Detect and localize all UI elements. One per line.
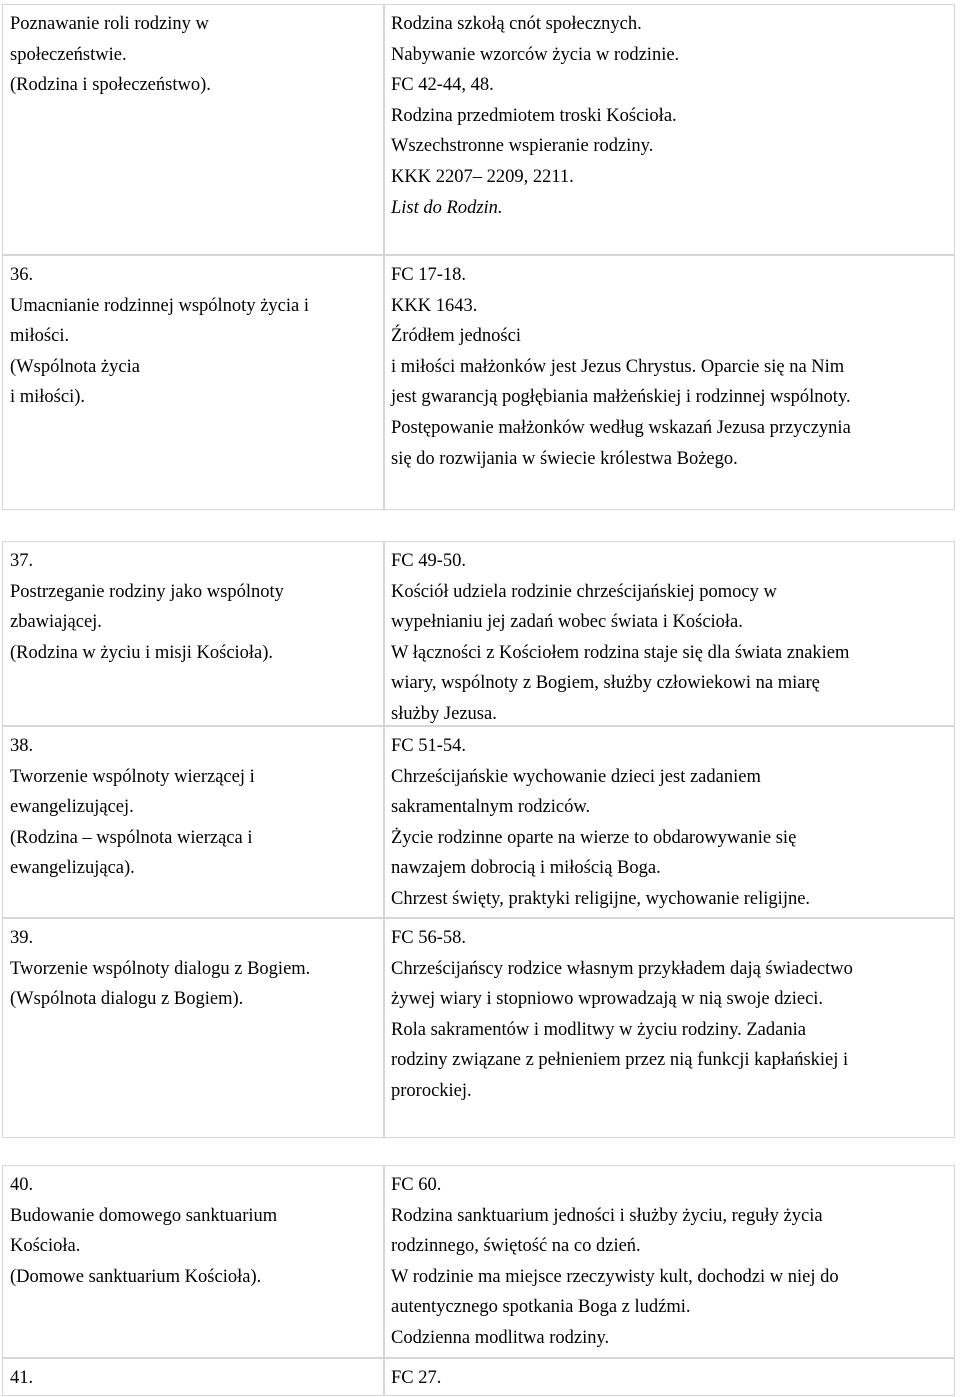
topic-line: (Domowe sanktuarium Kościoła).: [10, 1266, 262, 1287]
topic-cell: [2, 541, 385, 726]
topic-line: miłości.: [10, 326, 70, 347]
content-line: FC 56-58.: [391, 928, 467, 948]
topic-line: zbawiającej.: [10, 612, 102, 633]
content-line: wypełnianiu jej zadań wobec świata i Kościoła.: [391, 612, 743, 633]
content-line: FC 49-50.: [391, 551, 467, 571]
topic-number: 41.: [10, 1368, 34, 1388]
topic-line: Umacnianie rodzinnej wspólnoty życia i: [10, 295, 309, 316]
topic-cell: [2, 918, 385, 1138]
content-line: Rodzina szkołą cnót społecznych.: [391, 14, 642, 34]
content-cell: [383, 918, 955, 1138]
topic-line: Poznawanie roli rodziny w: [10, 14, 209, 34]
topic-line: Tworzenie wspólnoty wierzącej i: [10, 766, 255, 787]
content-line: sakramentalnym rodziców.: [391, 797, 591, 818]
topic-cell: [2, 255, 385, 510]
content-line: jest gwarancją pogłębiania małżeńskiej i rodzinnej wspólnoty.: [391, 387, 851, 408]
content-line: FC 51-54.: [391, 736, 467, 756]
topic-line: Postrzeganie rodziny jako wspólnoty: [10, 581, 284, 602]
content-line: Rodzina przedmiotem troski Kościoła.: [391, 105, 677, 126]
content-line: KKK 2207– 2209, 2211.: [391, 166, 574, 187]
topic-line: Budowanie domowego sanktuarium: [10, 1205, 278, 1226]
content-cell: [383, 541, 955, 726]
content-cell: [383, 1165, 955, 1358]
content-line: wiary, wspólnoty z Bogiem, służby człowiekowi na miarę: [391, 673, 820, 694]
content-line: Nabywanie wzorców życia w rodzinie.: [391, 44, 680, 65]
content-cell: [383, 1358, 955, 1396]
topic-line: (Rodzina i społeczeństwo).: [10, 75, 211, 96]
content-line: nawzajem dobrocią i miłością Boga.: [391, 858, 661, 879]
topic-number: 36.: [10, 265, 34, 285]
content-line: żywej wiary i stopniowo wprowadzają w nią swoje dzieci.: [391, 989, 824, 1010]
content-line: Rodzina sanktuarium jedności i służby życiu, reguły życia: [391, 1205, 823, 1226]
content-cell: [383, 726, 955, 918]
content-line: autentycznego spotkania Boga z ludźmi.: [391, 1297, 691, 1318]
topic-line: ewangelizująca).: [10, 858, 135, 879]
content-line: W rodzinie ma miejsce rzeczywisty kult, dochodzi w niej do: [391, 1266, 839, 1287]
content-line: FC 27.: [391, 1368, 442, 1388]
content-line: Źródłem jedności: [391, 326, 521, 347]
topic-number: 39.: [10, 928, 34, 948]
content-line: się do rozwijania w świecie królestwa Bożego.: [391, 448, 738, 469]
content-line: Chrześcijańskie wychowanie dzieci jest zadaniem: [391, 766, 761, 787]
topic-line: (Rodzina – wspólnota wierząca i: [10, 827, 253, 848]
topic-line: (Wspólnota życia: [10, 356, 140, 377]
content-line: List do Rodzin.: [391, 197, 503, 218]
content-line: Chrzest święty, praktyki religijne, wychowanie religijne.: [391, 888, 811, 909]
content-line: Wszechstronne wspieranie rodziny.: [391, 136, 654, 157]
content-cell: [383, 255, 955, 510]
topic-number: 38.: [10, 736, 34, 756]
topic-line: Kościoła.: [10, 1236, 81, 1257]
content-line: prorockiej.: [391, 1080, 472, 1101]
topic-line: (Rodzina w życiu i misji Kościoła).: [10, 642, 274, 663]
topic-cell: [2, 726, 385, 918]
topic-cell: [2, 1165, 385, 1358]
topic-line: i miłości).: [10, 387, 86, 408]
content-line: FC 17-18.: [391, 265, 467, 285]
content-cell: [383, 4, 955, 255]
content-line: FC 60.: [391, 1175, 442, 1195]
content-line: KKK 1643.: [391, 295, 478, 316]
content-line: Postępowanie małżonków według wskazań Jezusa przyczynia: [391, 417, 851, 438]
topic-cell: [2, 1358, 385, 1396]
content-line: rodziny związane z pełnieniem przez nią funkcji kapłańskiej i: [391, 1050, 849, 1071]
topic-line: społeczeństwie.: [10, 44, 127, 65]
content-line: służby Jezusa.: [391, 703, 497, 724]
content-line: W łączności z Kościołem rodzina staje się dla świata znakiem: [391, 642, 850, 663]
content-line: rodzinnego, świętość na co dzień.: [391, 1236, 641, 1257]
topic-line: Tworzenie wspólnoty dialogu z Bogiem.: [10, 958, 311, 979]
topic-line: (Wspólnota dialogu z Bogiem).: [10, 989, 244, 1010]
content-line: Chrześcijańscy rodzice własnym przykładem dają świadectwo: [391, 958, 853, 979]
topic-number: 37.: [10, 551, 34, 571]
content-line: Rola sakramentów i modlitwy w życiu rodziny. Zadania: [391, 1019, 806, 1040]
content-line: Kościół udziela rodzinie chrześcijańskiej pomocy w: [391, 581, 777, 602]
content-line: FC 42-44, 48.: [391, 75, 494, 96]
topic-cell: [2, 4, 385, 255]
content-line: Codzienna modlitwa rodziny.: [391, 1327, 610, 1348]
topic-number: 40.: [10, 1175, 34, 1195]
content-line: i miłości małżonków jest Jezus Chrystus. Oparcie się na Nim: [391, 356, 845, 377]
topic-line: ewangelizującej.: [10, 797, 134, 818]
content-line: Życie rodzinne oparte na wierze to obdarowywanie się: [391, 827, 797, 848]
